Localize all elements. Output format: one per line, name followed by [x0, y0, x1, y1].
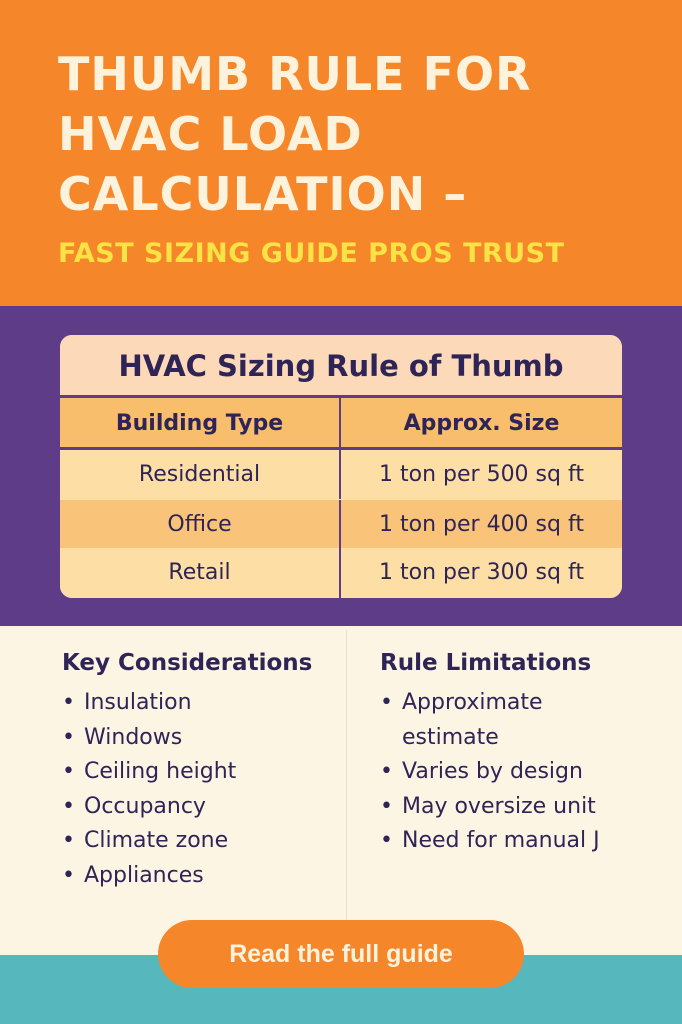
table-row	[60, 450, 622, 499]
list-item: • Ceiling height	[62, 755, 312, 790]
list-item: • Approximate estimate	[380, 686, 640, 755]
rule-limitations	[380, 650, 640, 859]
table-cell: 1 ton per 500 sq ft	[379, 462, 584, 487]
header-banner	[0, 0, 682, 306]
key-considerations	[62, 650, 312, 893]
table-cell: 1 ton per 300 sq ft	[379, 560, 584, 585]
list-item: • Climate zone	[62, 824, 312, 859]
list-item: • Appliances	[62, 859, 312, 894]
table-cell: Office	[60, 500, 341, 549]
sizing-table	[60, 335, 622, 598]
table-row	[60, 548, 622, 598]
column-header: Approx. Size	[403, 411, 560, 436]
list-item: • Varies by design	[380, 755, 640, 790]
table-cell: Residential	[60, 450, 341, 499]
list-item: • May oversize unit	[380, 790, 640, 825]
table-header-row	[60, 398, 622, 450]
column-divider	[346, 630, 347, 920]
table-cell: 1 ton per 400 sq ft	[379, 512, 584, 537]
list-item: • Insulation	[62, 686, 312, 721]
table-row	[60, 500, 622, 549]
section-heading: Key Considerations	[62, 650, 313, 676]
page-subtitle: FAST SIZING GUIDE PROS TRUST	[58, 238, 565, 269]
table-title: HVAC Sizing Rule of Thumb	[60, 335, 622, 398]
section-heading: Rule Limitations	[380, 650, 592, 676]
list-item: • Occupancy	[62, 790, 312, 825]
read-guide-button[interactable]: Read the full guide	[158, 920, 524, 988]
page-title: THUMB RULE FOR HVAC LOAD CALCULATION –	[58, 47, 532, 221]
table-cell: Retail	[60, 548, 341, 598]
list-item: • Need for manual J	[380, 824, 640, 859]
list-item: • Windows	[62, 721, 312, 756]
column-header: Building Type	[60, 398, 341, 447]
